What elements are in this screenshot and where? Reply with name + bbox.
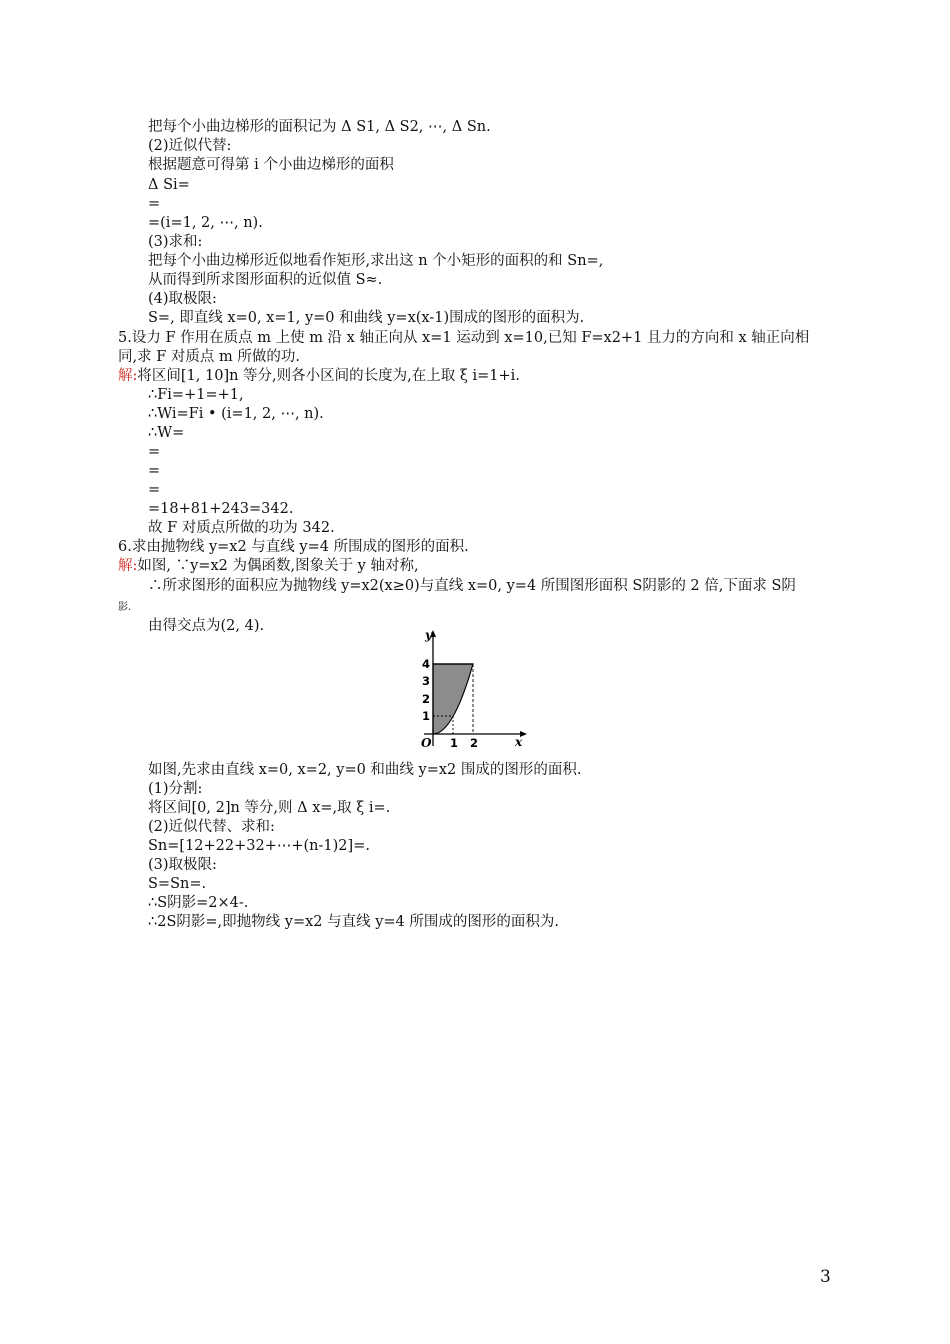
x-tick-label: 1 — [450, 736, 459, 750]
text-line: S=, 即直线 x=0, x=1, y=0 和曲线 y=x(x-1)围成的图形的面积为. — [148, 310, 585, 326]
text-line: (3)求和: — [148, 234, 203, 250]
text-line: ∴W= — [148, 425, 185, 441]
parabola-figure — [414, 628, 532, 752]
text-line: 如图,先求由直线 x=0, x=2, y=0 和曲线 y=x2 围成的图形的面积. — [148, 762, 582, 778]
shaded-region — [433, 664, 473, 734]
y-tick-label: 2 — [422, 692, 431, 706]
y-tick-label: 4 — [422, 657, 431, 671]
text-line: (4)取极限: — [148, 291, 217, 307]
text-line: 影. — [118, 602, 132, 613]
text-line: ∴所求图形的面积应为抛物线 y=x2(x≥0)与直线 x=0, y=4 所围图形面积 S阴影的 2 倍,下面求 S阴 — [148, 578, 796, 594]
text-line: 把每个小曲边梯形的面积记为 Δ S1, Δ S2, ⋯, Δ Sn. — [148, 119, 491, 135]
text-line: S=Sn=. — [148, 876, 207, 892]
origin-label: O — [421, 736, 432, 750]
text-line: (3)取极限: — [148, 857, 217, 873]
solution-line — [118, 367, 520, 385]
solution-label: 解: — [118, 368, 138, 384]
text-line: (2)近似代替、求和: — [148, 819, 275, 835]
text-line: ∴Wi=Fi • (i=1, 2, ⋯, n). — [148, 406, 324, 422]
page-number: 3 — [820, 1267, 831, 1287]
text-line: ∴Fi=+1=+1, — [148, 387, 244, 403]
y-tick-label: 1 — [422, 709, 431, 723]
problem-6-statement: 6.求由抛物线 y=x2 与直线 y=4 所围成的图形的面积. — [118, 539, 469, 555]
text-line: Δ Si= — [148, 177, 190, 193]
text-line: Sn=[12+22+32+⋯+(n-1)2]=. — [148, 838, 370, 854]
solution-line — [118, 557, 419, 575]
solution-text: 如图, ∵y=x2 为偶函数,图象关于 y 轴对称, — [137, 558, 419, 574]
text-line: 将区间[0, 2]n 等分,则 Δ x=,取 ξ i=. — [148, 800, 391, 816]
text-line: 根据题意可得第 i 个小曲边梯形的面积 — [148, 157, 394, 173]
text-line: 从而得到所求图形面积的近似值 S≈. — [148, 272, 383, 288]
x-tick-label: 2 — [470, 736, 479, 750]
text-line: =18+81+243=342. — [148, 501, 294, 517]
solution-label: 解: — [118, 558, 138, 574]
text-line: ∴2S阴影=,即抛物线 y=x2 与直线 y=4 所围成的图形的面积为. — [148, 914, 559, 930]
text-line: = — [148, 196, 161, 212]
text-line: = — [148, 463, 161, 479]
text-line: 由得交点为(2, 4). — [148, 618, 265, 634]
text-line: 把每个小曲边梯形近似地看作矩形,求出这 n 个小矩形的面积的和 Sn=, — [148, 253, 604, 269]
parabola-graph — [414, 628, 532, 752]
x-axis-label: x — [515, 735, 523, 749]
problem-5-statement: 5.设力 F 作用在质点 m 上使 m 沿 x 轴正向从 x=1 运动到 x=10,已知 F=x2+1 且力的方向和 x 轴正向相 — [118, 330, 810, 346]
y-tick-label: 3 — [422, 674, 431, 688]
text-line: = — [148, 482, 161, 498]
solution-text: 将区间[1, 10]n 等分,则各小区间的长度为,在上取 ξ i=1+i. — [137, 368, 520, 384]
text-line: (1)分割: — [148, 781, 203, 797]
text-line: (2)近似代替: — [148, 138, 232, 154]
y-axis-label: y — [425, 628, 432, 642]
text-line: 故 F 对质点所做的功为 342. — [148, 520, 335, 536]
text-line: = — [148, 444, 161, 460]
problem-5-statement-cont: 同,求 F 对质点 m 所做的功. — [118, 349, 300, 365]
text-line: =(i=1, 2, ⋯, n). — [148, 215, 263, 231]
text-line: ∴S阴影=2×4-. — [148, 895, 249, 911]
